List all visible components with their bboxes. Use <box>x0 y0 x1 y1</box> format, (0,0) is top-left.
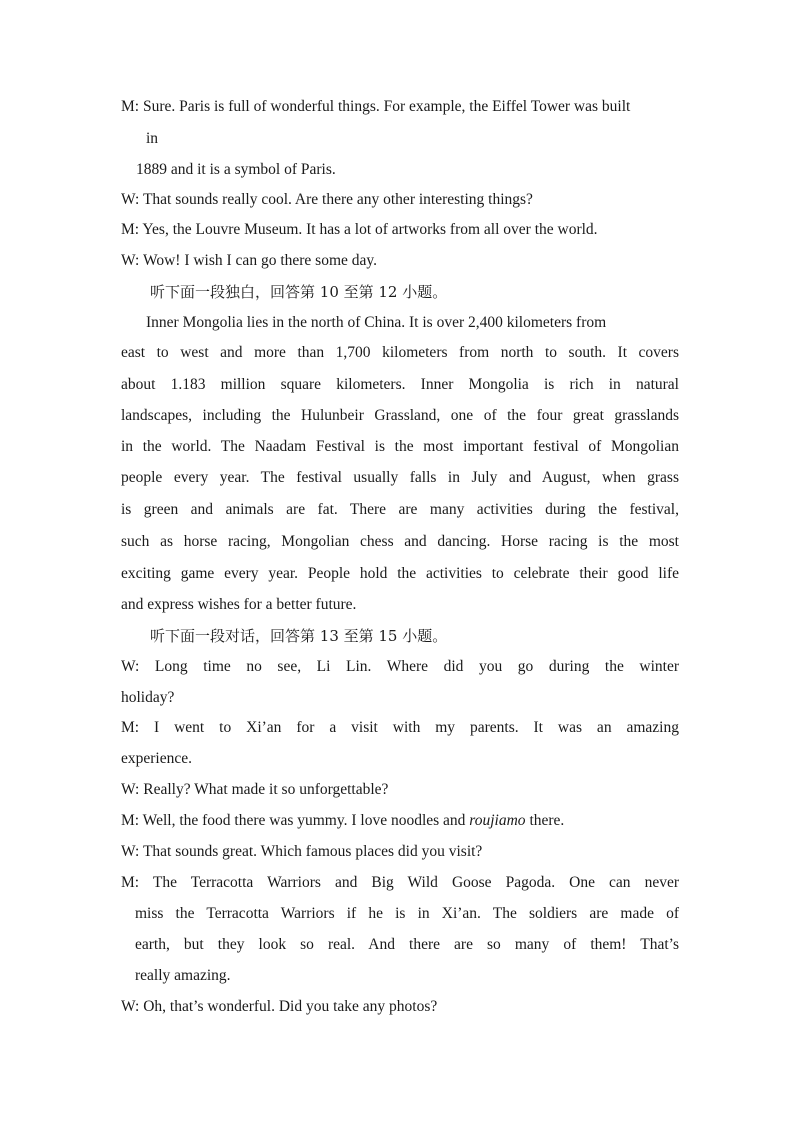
dialogue-line <box>121 811 564 831</box>
italic-food-name: roujiamo <box>469 812 526 829</box>
dialogue-line: W: Long time no see, Li Lin. Where did you go during the winter <box>121 658 679 675</box>
dialogue-line-wrap: 1889 and it is a symbol of Paris. <box>136 161 336 178</box>
paragraph-line: and express wishes for a better future. <box>121 596 357 613</box>
dialogue-line: M: The Terracotta Warriors and Big Wild Goose Pagoda. One can never <box>121 874 679 891</box>
paragraph-line: is green and animals are fat. There are many activities during the festival, <box>121 501 679 518</box>
paragraph-line: people every year. The festival usually falls in July and August, when grass <box>121 469 679 486</box>
paragraph-line: in the world. The Naadam Festival is the most important festival of Mongolian <box>121 438 679 455</box>
dialogue-line: W: Wow! I wish I can go there some day. <box>121 252 378 269</box>
paragraph-line: exciting game every year. People hold the activities to celebrate their good life <box>121 565 679 582</box>
section-heading-dialogue: 听下面一段对话，回答第 13 至第 15 小题。 <box>150 627 448 645</box>
paragraph-line: such as horse racing, Mongolian chess and dancing. Horse racing is the most <box>121 533 679 550</box>
dialogue-line-wrap: experience. <box>121 750 192 767</box>
dialogue-line: W: Oh, that’s wonderful. Did you take any photos? <box>121 998 438 1015</box>
dialogue-text: there. <box>529 812 565 829</box>
dialogue-text: M: Well, the food there was yummy. I love noodles and <box>121 812 466 829</box>
dialogue-line-wrap: in <box>146 130 159 147</box>
dialogue-line-wrap: miss the Terracotta Warriors if he is in Xi’an. The soldiers are made of <box>135 905 679 922</box>
dialogue-line-wrap: earth, but they look so real. And there are so many of them! That’s <box>135 936 679 953</box>
dialogue-line: M: Sure. Paris is full of wonderful things. For example, the Eiffel Tower was built <box>121 98 631 115</box>
paragraph-line: Inner Mongolia lies in the north of China. It is over 2,400 kilometers from <box>146 314 607 331</box>
dialogue-line: M: I went to Xi’an for a visit with my parents. It was an amazing <box>121 719 679 736</box>
paragraph-line: about 1.183 million square kilometers. Inner Mongolia is rich in natural <box>121 376 679 393</box>
dialogue-line: W: That sounds great. Which famous places did you visit? <box>121 843 483 860</box>
dialogue-line-wrap: really amazing. <box>135 967 231 984</box>
paragraph-line: east to west and more than 1,700 kilometers from north to south. It covers <box>121 344 679 361</box>
dialogue-line: W: That sounds really cool. Are there any other interesting things? <box>121 191 533 208</box>
dialogue-line: M: Yes, the Louvre Museum. It has a lot of artworks from all over the world. <box>121 221 598 238</box>
paragraph-line: landscapes, including the Hulunbeir Grassland, one of the four great grasslands <box>121 407 679 424</box>
dialogue-line: W: Really? What made it so unforgettable? <box>121 781 389 798</box>
section-heading-monologue: 听下面一段独白，回答第 10 至第 12 小题。 <box>150 283 448 301</box>
dialogue-line-wrap: holiday? <box>121 689 175 706</box>
